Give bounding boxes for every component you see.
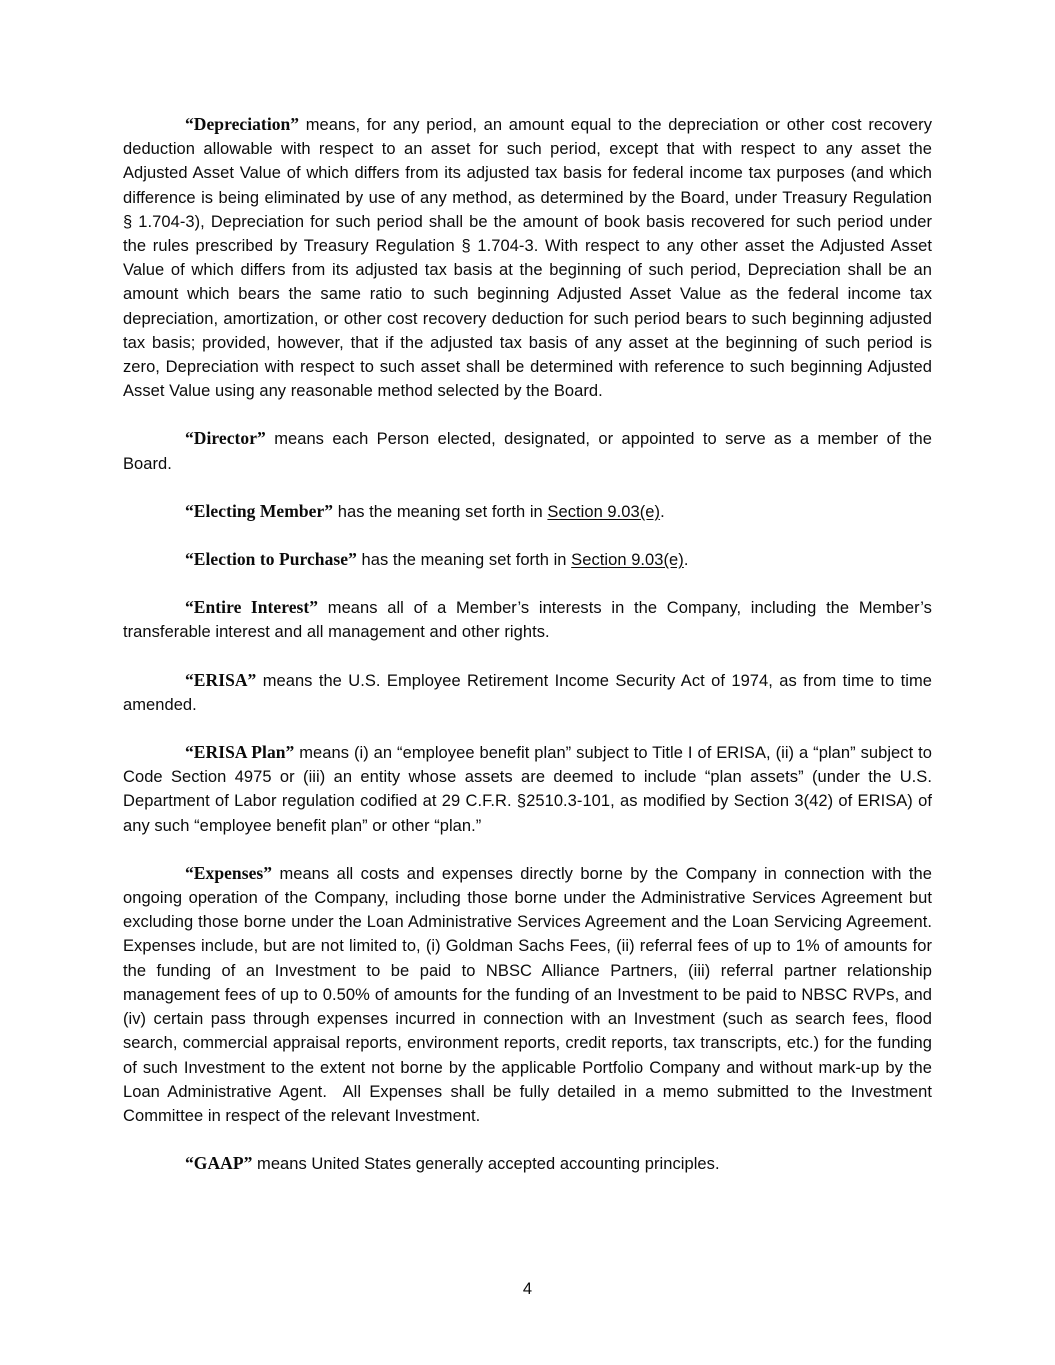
paragraph-text: means United States generally accepted accounting principles. [252,1155,720,1174]
paragraph-text: means (i) an “employee benefit plan” subject to Title I of ERISA, (ii) a “plan” subject to Code Section 4975 or (iii) an entity whose assets are deemed to include “plan assets” (under the U.S. Department of Labor regulation codified at 29 C.F.R. §2510.3-101, as modified by Section 3(42) of ERISA) of any such “employee benefit plan” or other “plan.” [123,744,932,835]
defined-term: “GAAP” [185,1153,253,1174]
paragraph-text: . [683,551,689,570]
definition-gaap [123,1151,932,1176]
document-body [123,112,932,1199]
paragraph-text: means each Person elected, designated, or appointed to serve as a member of the Board. [123,430,932,473]
paragraph-text: means all of a Member’s interests in the Company, including the Member’s transferable interest and all management and other rights. [123,599,932,642]
defined-term: “Election to Purchase” [185,549,357,570]
paragraph-text: has the meaning set forth in [356,551,572,570]
definition-depreciation [123,112,932,403]
defined-term: “Electing Member” [185,500,334,521]
definition-erisa-plan [123,740,932,838]
definition-director [123,426,932,475]
definition-entire-interest [123,595,932,644]
paragraph-text: means the U.S. Employee Retirement Income Security Act of 1974, as from time to time amended. [123,671,932,714]
paragraph-text: means, for any period, an amount equal to the depreciation or other cost recovery deduction allowable with respect to an asset for such period, except that with respect to any asset the Adjusted Asset Value of which differs from its adjusted tax basis for federal income tax purposes (and which difference is being eliminated by use of any method, as determined by the Board, under Treasury Regulation § 1.704-3), Depreciation for such period shall be the amount of book basis recovered for such period under the rules prescribed by Treasury Regulation § 1.704-3. With respect to any other asset the Adjusted Asset Value of which differs from its adjusted tax basis at the beginning of such period, Depreciation shall be an amount which bears the same ratio to such beginning Adjusted Asset Value as the federal income tax depreciation, amortization, or other cost recovery deduction for such period bears to such beginning adjusted tax basis; provided, however, that if the adjusted tax basis of any asset at the beginning of such period is zero, Depreciation with respect to such asset shall be determined with reference to such beginning Adjusted Asset Value using any reasonable method selected by the Board. [123,116,932,401]
defined-term: “Entire Interest” [185,597,319,618]
definition-electing-member [123,499,932,524]
defined-term: “ERISA” [185,669,257,690]
defined-term: “ERISA Plan” [185,742,295,763]
definition-election-to-purchase [123,547,932,572]
paragraph-text: means all costs and expenses directly borne by the Company in connection with the ongoing operation of the Company, including those borne under the Administrative Services Agreement but excluding those borne under the Loan Administrative Services Agreement and the Loan Servicing Agreement. Expenses include, but are not limited to, (i) Goldman Sachs Fees, (ii) referral fees of up to 1% of amounts for the funding of an Investment to be paid to NBSC Alliance Partners, (iii) referral partner relationship management fees of up to 0.50% of amounts for the funding of an Investment to be paid to NBSC RVPs, and (iv) certain pass through expenses incurred in connection with an Investment (such as search fees, flood search, commercial appraisal reports, environment reports, credit reports, tax transcripts, etc.) for the funding of such Investment to the extent not borne by the applicable Portfolio Company and without mark-up by the Loan Administrative Agent. All Expenses shall be fully detailed in a memo submitted to the Investment Committee in respect of the relevant Investment. [123,864,932,1125]
definition-erisa [123,668,932,717]
page-number: 4 [522,1280,533,1298]
section-reference: Section 9.03(e) [547,502,661,521]
defined-term: “Director” [185,428,266,449]
defined-term: “Expenses” [185,862,273,883]
paragraph-text: . [660,502,665,521]
defined-term: “Depreciation” [185,114,300,134]
section-reference: Section 9.03(e) [571,551,684,570]
definition-expenses [123,861,932,1128]
paragraph-text: has the meaning set forth in [333,502,548,521]
